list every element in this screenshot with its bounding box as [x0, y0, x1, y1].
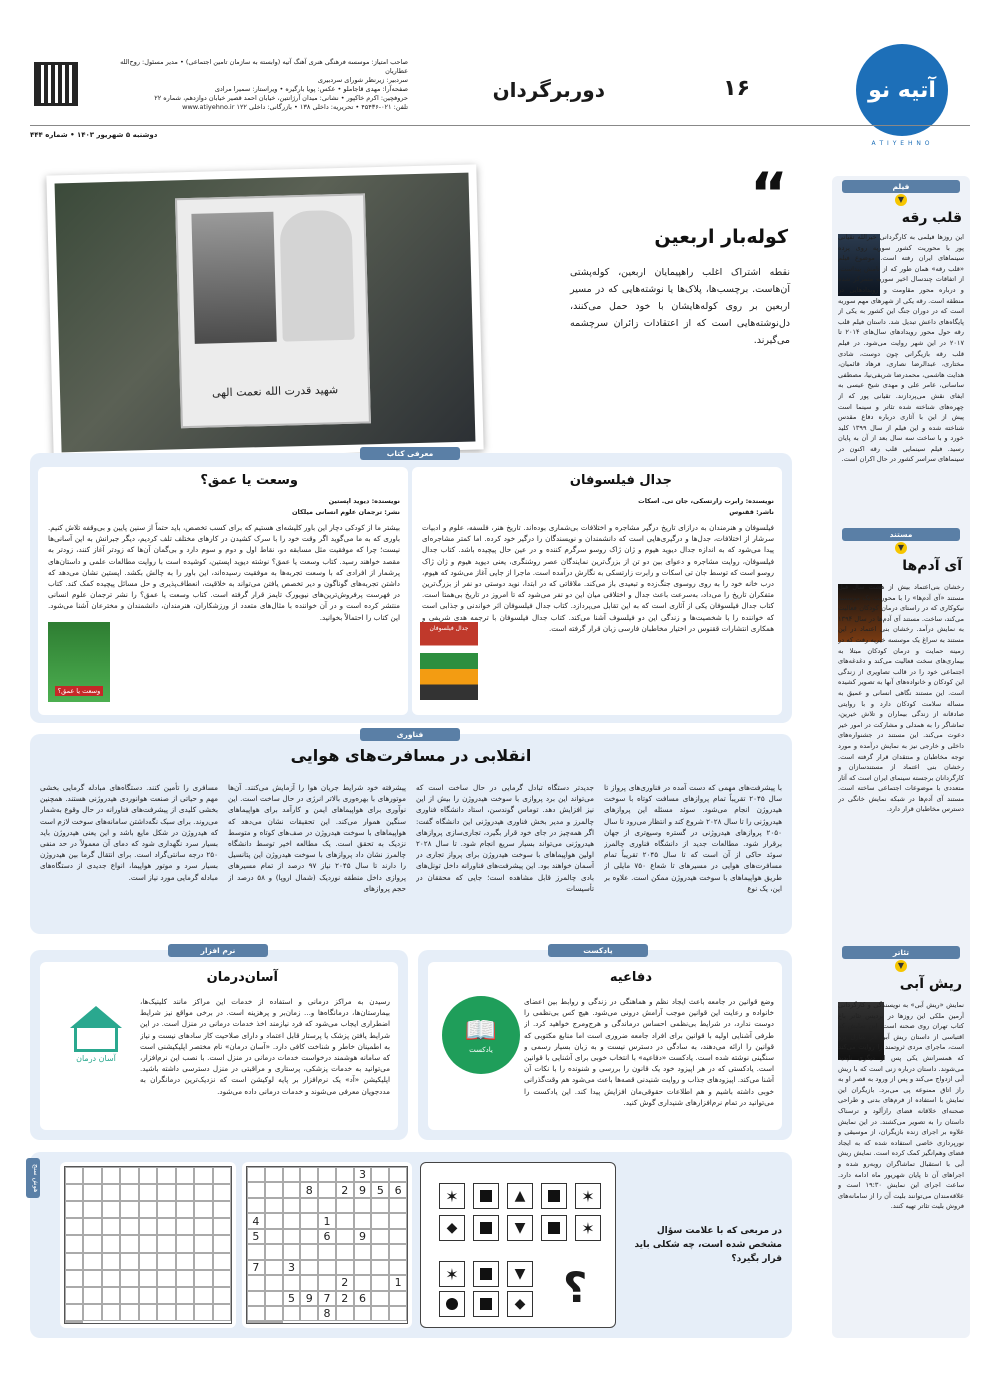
- sudoku-cell[interactable]: [389, 1291, 407, 1306]
- sudoku-cell[interactable]: 6: [389, 1182, 407, 1197]
- podcast-card: [428, 962, 782, 1130]
- sudoku-cell[interactable]: [157, 1287, 175, 1304]
- book1-title: جدال فیلسوفان: [569, 473, 672, 488]
- shape-cell[interactable]: [473, 1183, 499, 1209]
- sudoku-cell[interactable]: 9: [300, 1291, 318, 1306]
- shape-cell[interactable]: [507, 1261, 533, 1287]
- sudoku-cell[interactable]: [371, 1260, 389, 1275]
- sudoku-cell[interactable]: [176, 1304, 194, 1321]
- sudoku-cell[interactable]: [65, 1167, 83, 1184]
- doc-tag: مستند: [842, 528, 960, 541]
- arrow-down-icon: ▼: [895, 194, 907, 206]
- feature-body: نقطه اشتراک اغلب راهپیمایان اربعین، کوله‌پشتی آن‌هاست. برچسب‌ها، پلاک‌ها یا نوشته‌هایی که در مسیر اربعین بر روی کوله‌هایشان با خود حمل می‌کنند، دل‌نوشته‌هایی است که از اعتقادات زائران سرچشمه می‌گیرند.: [570, 267, 790, 346]
- sudoku-cell[interactable]: [300, 1229, 318, 1244]
- sudoku-cell[interactable]: [176, 1270, 194, 1287]
- sudoku-cell[interactable]: [65, 1287, 83, 1304]
- sudoku-cell[interactable]: [157, 1201, 175, 1218]
- sudoku-cell[interactable]: [371, 1198, 389, 1213]
- podcast-title: دفاعیه: [609, 970, 652, 985]
- page-number: ۱۶: [723, 76, 750, 101]
- sudoku-cell[interactable]: [318, 1244, 336, 1259]
- book1-cover-title: جدال فیلسوفان: [429, 625, 469, 632]
- arrow-down-icon: ▼: [514, 1266, 526, 1282]
- sudoku-cell[interactable]: 6: [318, 1229, 336, 1244]
- books-tag: معرفی کتاب: [360, 447, 460, 460]
- backpack-card: [175, 193, 371, 428]
- sudoku-cell[interactable]: 9: [354, 1182, 372, 1197]
- sudoku-cell[interactable]: [354, 1198, 372, 1213]
- sudoku-cell[interactable]: [120, 1167, 138, 1184]
- book2-author: نویسنده: دیوید اپستین: [328, 497, 400, 505]
- book2-cover-title: وسعت یا عمق؟: [55, 686, 104, 696]
- star-icon: ✶: [581, 1218, 595, 1238]
- sudoku-cell[interactable]: 5: [371, 1182, 389, 1197]
- sudoku-cell[interactable]: [389, 1260, 407, 1275]
- sudoku-cell[interactable]: [265, 1244, 283, 1259]
- sudoku-cell[interactable]: [120, 1253, 138, 1270]
- theater-body: نمایش «ریش آبی» به نویسندگی و کارگردانی آرمین ملکی این روزها در پردیس تئاتر باغ کتاب تهران روی صحنه است. این نمایش که اقتباسی از داستان ریش آبی اثر شارل پرو است، ماجرای مردی ثروتمند را روایت می‌کند که همسرانش یکی پس از دیگری ناپدید می‌شوند. داستان درباره زنی است که با ریش آبی ازدواج می‌کند و پس از ورود به قصر او به راز اتاق ممنوعه پی می‌برد. بازیگران این نمایش با استفاده از فرم‌های بدنی و طراحی صحنه‌ای خلاقانه فضای رازآلود و ترسناک داستان را به تصویر می‌کشند. در این نمایش علاوه بر اجرای زنده بازیگران، از موسیقی و نورپردازی خاصی استفاده شده که به ایجاد فضای وهم‌انگیز کمک کرده است. نمایش ریش آبی با استقبال تماشاگران روبه‌رو شده و اجراهای آن تا پایان شهریور ماه ادامه دارد. ساعت اجرای این نمایش ۱۹:۳۰ است و علاقه‌مندان می‌توانند بلیت آن را از سامانه‌های فروش بلیت تئاتر تهیه کنند.: [838, 1001, 964, 1211]
- sudoku-cell[interactable]: [139, 1235, 157, 1252]
- tech-tag: فناوری: [360, 728, 460, 741]
- logo-text: آتیه نو: [868, 77, 936, 103]
- sudoku-grid-2: [64, 1166, 232, 1324]
- sudoku-cell[interactable]: [83, 1287, 101, 1304]
- book2-body: بیشتر ما از کودکی دچار این باور کلیشه‌ای هستیم که برای کسب تخصص، باید حتماً از سنین پایین و بی‌وقفه تلاش کنیم. باوری که به ما می‌گوید اگر وقت خود را با سرک کشیدن در کارهای مختلف تلف کردیم، دیگر جبرانش به این آسانی‌ها نیست؛ چرا که موفقیت مثل مسابقه دو، نقاط اول و دوم و سوم دارد و بی‌گمان آن‌ها که زودتر آغاز کنند، زودتر به مقصد خواهند رسید. کتاب وسعت یا عمق؟ نوشته دیوید اپستین، کوشیده است با روایت مطالعات علمی و داستان‌های پرشمار از افرادی که با وسعت تجربه‌ها به موفقیت رسیده‌اند، این باور را به چالش بکشد. اپستین نشان می‌دهد که داشتن تجربه‌های گوناگون و دیر تخصص یافتن می‌تواند به خلاقیت، انعطاف‌پذیری و حل مسائل پیچیده کمک کند. کتاب در فهرست پرفروش‌ترین‌های نیویورک تایمز قرار گرفته است. کتاب وسعت یا عمق؟ را نشر ترجمان علوم انسانی منتشر کرده است و در آن خواننده با مثال‌های متعدد از ورزشکاران، هنرمندان، دانشمندان و مخترعان آشنا می‌شود. این کتاب را احتمالاً بخوانید.: [48, 523, 400, 622]
- book1-body: فیلسوفان و هنرمندان به دراز‌ای تاریخ درگیر مشاجره و اختلافات بی‌شماری بوده‌اند. تاریخ هنر، فلسفه، علوم و ادبیات سرشار از اختلافات، جدل‌ها و درگیری‌هایی است که دانشمندان و نویسندگان را درگیر خود کرده. اما کمتر مشاجره‌ای پیدا می‌شود که به اندازه جدال دیوید هیوم و ژان ژاک روسو سرگرم کننده و در عین حال پیچیده باشد. کتاب جدال فیلسوفان، روایت مشاجره و دعوای بین دو تن از بزرگ‌ترین نمایندگان عصر روشنگری، یعنی دیوید هیوم و ژان ژاک روسو است که توسط جان تی اسکات و رابرت زارتسکی به نگارش درآمده است. ماجرا از جایی آغاز می‌شود که هیوم، درب خانه خود را به روی روسوی جنگ‌زده و تبعیدی باز می‌کند. ملاقاتی که در ابتدا، نوید دوستی دو نفر از بزرگ‌ترین متفکران تاریخ را می‌داد، به‌سرعت باعث جدال و اختلافی میان این دو نفر می‌شود که تا امروز در تاریخ بی‌همتا است. کتاب جدال فیلسوفان یکی از آثاری است که به این تقابل می‌پردازد. کتاب جدال فیلسوفان اثر خواندنی و جذابی است که خواننده را با شخصیت‌ها و زندگی این دو فیلسوف آشنا می‌کند. کتاب جدال فیلسوفان با ترجمه هدی شریفی و همکاری انتشارات ققنوس در اختیار مخاطبان فارسی زبان قرار گرفته است.: [422, 523, 774, 633]
- sudoku-cell[interactable]: [139, 1270, 157, 1287]
- sudoku-cell[interactable]: [354, 1275, 372, 1290]
- shape-cell[interactable]: [507, 1215, 533, 1241]
- sudoku-cell[interactable]: [194, 1270, 212, 1287]
- sudoku-cell[interactable]: [300, 1260, 318, 1275]
- sudoku-cell[interactable]: [83, 1184, 101, 1201]
- sudoku-cell[interactable]: [300, 1213, 318, 1228]
- shape-cell[interactable]: [541, 1215, 567, 1241]
- sudoku-cell[interactable]: [83, 1218, 101, 1235]
- square-icon: [480, 1190, 492, 1202]
- star-icon: ✶: [581, 1186, 595, 1206]
- sudoku-cell[interactable]: 8: [300, 1182, 318, 1197]
- sudoku-cell[interactable]: [318, 1198, 336, 1213]
- shape-cell[interactable]: [575, 1215, 601, 1241]
- sudoku-cell[interactable]: [371, 1229, 389, 1244]
- sudoku-cell[interactable]: [176, 1253, 194, 1270]
- tech-col-4: مسافری را تأمین کنند. دستگاه‌های مبادله گرمایی بخشی مهم و حیاتی از صنعت هوانوردی هیدروژنی هستند. همچنین بخشی کلیدی از پیشرفت‌های فناورانه در حال وقوع به‌شمار می‌روند. برای سبک نگه‌داشتن سامانه‌های سوخت لازم است که هیدروژن در شکل مایع باشد و این یعنی هیدروژن باید بسیار سرد نگهداری شود که دمای آن معمولاً در حد منفی ۲۵۰ درجه سانتی‌گراد است. برای انتقال گرما بین هیدروژن بسیار سرد و موتور هواپیما، انواع جدیدی از دستگاه‌های مبادله گرمایی مورد نیاز است.: [40, 783, 218, 882]
- sudoku-cell[interactable]: [65, 1184, 83, 1201]
- sudoku-cell[interactable]: [120, 1218, 138, 1235]
- sudoku-cell[interactable]: [102, 1218, 120, 1235]
- masthead-line: تلفن: ۰۲۱-۴۵۴۳۶ • تحریریه: داخلی ۱۳۸ • بازرگانی: داخلی ۱۲۲ www.atiyehno.ir: [182, 103, 408, 111]
- sudoku-cell[interactable]: [247, 1198, 265, 1213]
- photo-background: [55, 173, 476, 453]
- sudoku-cell[interactable]: [83, 1304, 101, 1321]
- shape-cell[interactable]: [439, 1291, 465, 1317]
- sudoku-cell[interactable]: [283, 1213, 301, 1228]
- sudoku-cell[interactable]: [213, 1235, 231, 1252]
- sudoku-cell[interactable]: [354, 1213, 372, 1228]
- sudoku-cell[interactable]: [247, 1182, 265, 1197]
- circle-icon: [446, 1298, 458, 1310]
- sudoku-cell[interactable]: [247, 1275, 265, 1290]
- iq-question: در مربعی که با علامت سؤال مشخص شده است، چه شکلی باید قرار بگیرد؟: [634, 1226, 782, 1264]
- sudoku-cell[interactable]: [389, 1306, 407, 1321]
- sudoku-cell[interactable]: [265, 1306, 283, 1321]
- sudoku-cell[interactable]: [102, 1235, 120, 1252]
- sudoku-cell[interactable]: [102, 1253, 120, 1270]
- sudoku-cell[interactable]: [176, 1287, 194, 1304]
- app-body: رسیدن به مراکز درمانی و استفاده از خدمات این مراکز مانند کلینیک‌ها، بیمارستان‌ها، درمانگاه‌ها و... زمان‌بر و پرهزینه است. در برخی مواقع نیز شرایط اضطراری ایجاب می‌شود که فرد نیازمند اخذ خدمات درمانی در منزل است. در این شرایط یافتن پزشک یا پرستار قابل اعتماد و دارای صلاحیت کار سادهای نیست و نیاز به اطمینان خاطر و شناخت کافی دارد. «آسان درمان» نام مختصر اپلیکیشنی است که سامانه هوشمند درخواست خدمات درمانی در منزل است. با نصب این نرم‌افزار، می‌توانید به خدمات پزشکی، پرستاری و مراقبتی در منزل دسترسی داشته باشید. اپلیکیشن «آد» یک نرم‌افزار بر پایه لوکیشن است که نزدیک‌ترین درمانگران به مددجویان معرفی می‌شوند و خدمات درمانی داده می‌شود.: [140, 997, 390, 1096]
- sudoku-cell[interactable]: [265, 1291, 283, 1306]
- sudoku-cell[interactable]: [120, 1184, 138, 1201]
- film-title: قلب رقه: [901, 210, 962, 226]
- book2-card: [38, 467, 408, 715]
- film-tag: فیلم: [842, 180, 960, 193]
- sudoku-cell[interactable]: 2: [336, 1275, 354, 1290]
- sudoku-cell[interactable]: [283, 1182, 301, 1197]
- sudoku-cell[interactable]: [102, 1201, 120, 1218]
- podcast-icon-label: یادکست: [469, 1046, 493, 1054]
- sudoku-cell[interactable]: 3: [354, 1167, 372, 1182]
- book2-title: وسعت یا عمق؟: [200, 473, 298, 488]
- shape-cell[interactable]: [507, 1183, 533, 1209]
- sudoku-cell[interactable]: [139, 1304, 157, 1321]
- sudoku-cell[interactable]: [157, 1167, 175, 1184]
- grave-stone: [279, 210, 354, 342]
- sudoku-cell[interactable]: [389, 1198, 407, 1213]
- sudoku-cell[interactable]: 4: [247, 1213, 265, 1228]
- sidebar: [832, 176, 970, 1338]
- sudoku-cell[interactable]: [283, 1229, 301, 1244]
- shape-cell[interactable]: [439, 1261, 465, 1287]
- sudoku-cell[interactable]: [247, 1291, 265, 1306]
- podcast-tag: یادکست: [548, 944, 648, 957]
- sudoku-cell[interactable]: [213, 1287, 231, 1304]
- sudoku-cell[interactable]: [139, 1287, 157, 1304]
- app-logo-label: آسان درمان: [76, 1053, 116, 1063]
- sudoku-cell[interactable]: [176, 1167, 194, 1184]
- sudoku-cell[interactable]: [318, 1260, 336, 1275]
- sudoku-cell[interactable]: [247, 1321, 265, 1323]
- diamond-icon: ◆: [446, 1220, 458, 1236]
- square-icon: [480, 1268, 492, 1280]
- sudoku-cell[interactable]: 7: [318, 1291, 336, 1306]
- sudoku-cell[interactable]: [83, 1253, 101, 1270]
- sudoku-cell[interactable]: [120, 1235, 138, 1252]
- sudoku-cell[interactable]: [213, 1270, 231, 1287]
- book2-cover: [48, 622, 110, 702]
- shape-cell[interactable]: [541, 1183, 567, 1209]
- sudoku-cell[interactable]: [83, 1235, 101, 1252]
- sudoku-cell[interactable]: [65, 1270, 83, 1287]
- sudoku-cell[interactable]: [65, 1201, 83, 1218]
- sudoku-cell[interactable]: [247, 1306, 265, 1321]
- sudoku-cell[interactable]: [176, 1218, 194, 1235]
- sudoku-cell[interactable]: [139, 1167, 157, 1184]
- sudoku-cell[interactable]: [139, 1201, 157, 1218]
- shape-cell[interactable]: [473, 1291, 499, 1317]
- sudoku-cell[interactable]: [283, 1167, 301, 1182]
- sudoku-cell[interactable]: [194, 1304, 212, 1321]
- header-rule: [30, 125, 970, 126]
- sudoku-cell[interactable]: [371, 1213, 389, 1228]
- sudoku-cell[interactable]: [194, 1184, 212, 1201]
- tech-box: [30, 730, 792, 934]
- sudoku-cell[interactable]: [139, 1184, 157, 1201]
- martyr-photo: [191, 212, 276, 344]
- sudoku-cell[interactable]: [83, 1167, 101, 1184]
- sudoku-cell[interactable]: [213, 1218, 231, 1235]
- theater-title: ریش آبی: [899, 976, 962, 992]
- sudoku-cell[interactable]: 2: [336, 1182, 354, 1197]
- podcast-body: وضع قوانین در جامعه باعث ایجاد نظم و هماهنگی در زندگی و روابط بین اعضای خانواده و رعایت این قوانین موجب آرامش درونی می‌شود. هیچ کس بی‌نظمی را دوست ندارد، در شرایط بی‌نظمی احساس درماندگی و هرج‌ومرج خواهید کرد. از طرفی آشنایی اولیه با قوانین برای افراد جامعه ضروری است اما منابع مکتوبی که قوانین را ارائه می‌دهند، به سادگی در دسترس نیست و به زبان بسیار رسمی و سنگینی نوشته شده است. یادکست «دفاعیه» با انتخاب خوبی برای آشنایی با قوانین است. یادکستی که در هر اپیزود خود یک قانون را بررسی و شنونده را با نکات آن آشنا می‌کند. اپیزودهای جذاب و روایت شنیدنی قصه‌ها باعث می‌شود هم وقت‌گذرانی خوبی داشته باشیم و هم اطلاعات حقوقی‌مان افزایش پیدا کند. این یادکست را می‌توانید در تمام نرم‌افزارهای شنیداری گوش کنید.: [524, 997, 774, 1107]
- doc-body: رخشان بنی‌اعتماد بیش از هشت سال قبل مستند «آی آدم‌ها» را با محوریت یک موسسه نیکوکاری که در راستای درمان کودکان فعالیت می‌کند، ساخت. مستند آی آدم‌ها در سال ۱۳۹۴ به نمایش درآمد. رخشان بنی اعتماد در این مستند به سراغ یک موسسه خیریه رفت که در زمینه حمایت و درمان کودکان مبتلا به بیماری‌های سخت فعالیت می‌کند و دغدغه‌های اجتماعی خود را در قالب تصاویری از زندگی این کودکان و خانواده‌های آنها به تصویر کشیده است. این مستند نگاهی انسانی و عمیق به مساله سلامت کودکان دارد و با روایتی صادقانه از زندگی بیماران و تلاش خیرین، تماشاگر را به همدلی و مشارکت در امور خیر دعوت می‌کند. این مستند در جشنواره‌های داخلی و خارجی نیز به نمایش درآمده و مورد توجه مخاطبان و منتقدان قرار گرفته است. رخشان بنی اعتماد از مستندسازان و کارگردانان برجسته سینمای ایران است که آثار متعددی با موضوعات اجتماعی ساخته است. مستند آی آدم‌ها در شبکه نمایش خانگی در دسترس مخاطبان قرار دارد.: [838, 583, 964, 814]
- quote-mark: “: [749, 160, 788, 228]
- sudoku-cell[interactable]: [354, 1244, 372, 1259]
- theater-tag: تئاتر: [842, 946, 960, 959]
- shape-cell[interactable]: [575, 1183, 601, 1209]
- sudoku-cell[interactable]: [176, 1184, 194, 1201]
- sudoku-cell[interactable]: [300, 1275, 318, 1290]
- sudoku-cell[interactable]: [102, 1270, 120, 1287]
- sudoku-cell[interactable]: [371, 1306, 389, 1321]
- sudoku-cell[interactable]: [157, 1218, 175, 1235]
- sudoku-cell[interactable]: [300, 1167, 318, 1182]
- sudoku-cell[interactable]: 3: [283, 1260, 301, 1275]
- sudoku-cell[interactable]: [265, 1198, 283, 1213]
- sudoku-cell[interactable]: [213, 1167, 231, 1184]
- sudoku-cell[interactable]: 5: [283, 1291, 301, 1306]
- triangle-icon: ▲: [514, 1188, 526, 1204]
- app-card: [40, 962, 398, 1130]
- square-icon: [548, 1190, 560, 1202]
- sudoku-cell[interactable]: [213, 1201, 231, 1218]
- sudoku-cell[interactable]: [354, 1306, 372, 1321]
- sudoku-cell[interactable]: [213, 1253, 231, 1270]
- shape-cell[interactable]: [507, 1291, 533, 1317]
- sudoku-cell[interactable]: [336, 1229, 354, 1244]
- sudoku-cell[interactable]: [120, 1287, 138, 1304]
- diamond-icon: ◆: [514, 1296, 526, 1312]
- sudoku-cell[interactable]: [371, 1244, 389, 1259]
- masthead-line: سردبیر: زیرنظر شورای سردبیری: [317, 76, 408, 84]
- arrow-down-icon: ▼: [514, 1220, 526, 1236]
- sudoku-cell[interactable]: [300, 1244, 318, 1259]
- sudoku-cell[interactable]: [336, 1167, 354, 1182]
- sudoku-cell[interactable]: [389, 1167, 407, 1182]
- sudoku-cell[interactable]: [336, 1260, 354, 1275]
- sudoku-cell[interactable]: [336, 1198, 354, 1213]
- sudoku-cell[interactable]: [157, 1304, 175, 1321]
- sudoku-cell[interactable]: [318, 1167, 336, 1182]
- sudoku-cell[interactable]: [157, 1270, 175, 1287]
- square-icon: [548, 1222, 560, 1234]
- shape-cell[interactable]: [473, 1215, 499, 1241]
- sudoku-cell[interactable]: [265, 1167, 283, 1182]
- sudoku-cell[interactable]: [213, 1304, 231, 1321]
- shape-cell[interactable]: [473, 1261, 499, 1287]
- sudoku-cell[interactable]: [194, 1218, 212, 1235]
- book-icon: 📖: [464, 1016, 498, 1046]
- sudoku-cell[interactable]: 1: [389, 1275, 407, 1290]
- masthead-line: حروفچین: اکرم خاکپور • نشانی: میدان آرژانتین، خیابان احمد قصیر خیابان دوازدهم، شماره ۲۲: [154, 94, 408, 102]
- qr-code[interactable]: [34, 62, 78, 106]
- sudoku-cell[interactable]: [300, 1306, 318, 1321]
- sudoku-cell[interactable]: [283, 1198, 301, 1213]
- masthead: [118, 58, 408, 112]
- sudoku-cell[interactable]: [371, 1291, 389, 1306]
- logo: [856, 44, 948, 136]
- sudoku-cell[interactable]: [194, 1253, 212, 1270]
- sudoku-cell[interactable]: [389, 1244, 407, 1259]
- sudoku-cell[interactable]: [120, 1304, 138, 1321]
- podcast-icon: [442, 996, 520, 1074]
- sudoku-cell[interactable]: [65, 1218, 83, 1235]
- logo-latin: A T I Y E H N O: [871, 140, 931, 147]
- sudoku-cell[interactable]: [283, 1306, 301, 1321]
- sudoku-cell[interactable]: [336, 1244, 354, 1259]
- sudoku-cell[interactable]: [265, 1260, 283, 1275]
- photo-caption: شهید قدرت الله نعمت الهی: [211, 383, 339, 400]
- sudoku-cell[interactable]: [65, 1321, 83, 1323]
- shape-puzzle: [420, 1162, 616, 1328]
- sudoku-cell[interactable]: [300, 1198, 318, 1213]
- section-title: دوربرگردان: [492, 78, 605, 102]
- books-box: [30, 449, 792, 723]
- sudoku-cell[interactable]: [371, 1275, 389, 1290]
- sudoku-cell[interactable]: [194, 1287, 212, 1304]
- sudoku-cell[interactable]: [176, 1201, 194, 1218]
- puzzle-box: [30, 1152, 792, 1338]
- sudoku-cell[interactable]: 9: [354, 1229, 372, 1244]
- sudoku-cell[interactable]: [194, 1201, 212, 1218]
- shape-cell[interactable]: [439, 1215, 465, 1241]
- square-icon: [480, 1222, 492, 1234]
- podcast-box: [418, 946, 792, 1140]
- sudoku-cell[interactable]: 6: [354, 1291, 372, 1306]
- sudoku-1-card: [242, 1162, 412, 1328]
- shape-cell[interactable]: [439, 1183, 465, 1209]
- sudoku-cell[interactable]: [265, 1321, 283, 1323]
- feature-photo: [46, 164, 483, 460]
- sudoku-cell[interactable]: [194, 1235, 212, 1252]
- sudoku-cell[interactable]: [139, 1253, 157, 1270]
- sudoku-cell[interactable]: [102, 1184, 120, 1201]
- sudoku-cell[interactable]: [336, 1213, 354, 1228]
- sudoku-cell[interactable]: [283, 1275, 301, 1290]
- tech-col-1: با پیشرفت‌های مهمی که دست آمده در فناوری‌های پرواز تا سال ۲۰۴۵ تقریباً تمام پروازهای مسافت کوتاه با سوخت هیدروژن انجام می‌شود. سوئد مسئله این پروازهای هیدروژنی را تا سال ۲۰۲۸ شروع کند و انتظار می‌رود تا سال ۲۰۵۰ پروازهای هیدروژنی در گستره وسیع‌تری از جهان برقرار شود. مطالعات جدید از دانشگاه فناوری چالمرز سوئد حاکی از آن است که تا سال ۲۰۴۵ تقریباً تمام مسافرت‌های هوایی در مسیرهای تا شعاع ۷۵۰ مایلی از طریق هواپیماهای با سوخت هیدروژن ممکن است. علاوه بر این، یک نوع: [604, 783, 782, 893]
- sudoku-cell[interactable]: [213, 1184, 231, 1201]
- sudoku-cell[interactable]: [354, 1260, 372, 1275]
- app-tag: نرم افزار: [168, 944, 268, 957]
- iq-tag: هوش سنج: [26, 1158, 40, 1198]
- tech-col-2: جدیدتر دستگاه تبادل گرمایی در حال ساخت است که می‌تواند این برد پروازی با سوخت هیدروژن را بیش از این نیز افزایش دهد. توماس گوندسن، استاد دانشگاه فناوری چالمرز و مدیر بخش فناوری هیدروژنی این دانشگاه گفت: اگر همه‌چیز در جای خود قرار بگیرد، تجاری‌سازی پروازهای هیدروژنی می‌تواند بسیار سریع انجام شود. تا سال ۲۰۲۸ اولین هواپیماهای با سوخت هیدروژن برای پرواز تجاری در آسمان خواهند بود. این پیشرفت‌های فناورانه داخل تونل‌های بادی چالمرز قابل مشاهده است؛ جایی که محققان در تأسیسات: [416, 783, 594, 893]
- book1-cover: [420, 622, 478, 700]
- sudoku-cell[interactable]: [157, 1253, 175, 1270]
- masthead-line: صفحه‌آرا: مهدی قاجاملو • عکس: پویا بارگیره • ویراستار: سمیرا مرادی: [214, 85, 408, 93]
- sudoku-cell[interactable]: 7: [247, 1260, 265, 1275]
- sudoku-cell[interactable]: 2: [336, 1291, 354, 1306]
- film-body: این روزها فیلمی به کارگردانی خیرالله تقیانی پور با محوریت کشور سوریه روی پرده سینماهای ایران رفته است. موضوع فیلم «قلب رقه» همان طور که از نامش پیداست، از اتفاقات چندسال اخیر سوریه متمرکز شده و درباره محور مقاومت و رویدادهایی در منطقه است. رقه یکی از شهرهای مهم سوریه است که در دوران جنگ این کشور به یکی از پایگاه‌های داعش تبدیل شد. داستان فیلم قلب رقه حول محور رویدادهای سال‌های ۲۰۱۴ تا ۲۰۱۷ در این شهر روایت می‌شود. در فیلم قلب رقه بازیگرانی چون دوست، شادی مختاری، عبدالرضا نصاری، فرهاد قائمیان، هدایت هاشمی، محمدرضا شریفی‌نیا، مصطفی ساسانی، عامر علی و مهدی شیخ عیسی به ایفای نقش می‌پردازند. تقیانی پور که از چهره‌های شناخته شده تئاتر و سینما است پیش از این با آثاری درباره دفاع مقدس شناخته شده و این فیلم از سال ۱۳۹۹ کلید خورد و با ساخت سه سال بعد از آن به پایان رسید. فیلم سینمایی قلب رقه اکنون در سینماهای سراسر کشور در حال اکران است.: [838, 233, 964, 464]
- sudoku-cell[interactable]: [83, 1270, 101, 1287]
- sudoku-cell[interactable]: [265, 1182, 283, 1197]
- sudoku-cell[interactable]: [371, 1167, 389, 1182]
- sudoku-cell[interactable]: [194, 1167, 212, 1184]
- sudoku-cell[interactable]: 8: [318, 1306, 336, 1321]
- sudoku-cell[interactable]: 5: [247, 1229, 265, 1244]
- sudoku-cell[interactable]: [102, 1304, 120, 1321]
- star-icon: ✶: [445, 1186, 459, 1206]
- book1-card: [412, 467, 782, 715]
- sudoku-cell[interactable]: [265, 1275, 283, 1290]
- sudoku-cell[interactable]: [65, 1235, 83, 1252]
- arrow-down-icon: ▼: [895, 542, 907, 554]
- star-icon: ✶: [445, 1264, 459, 1284]
- sudoku-cell[interactable]: [157, 1235, 175, 1252]
- feature-title: کوله‌بار اربعین: [654, 226, 788, 248]
- house-body: [74, 1028, 118, 1052]
- masthead-line: صاحب امتیاز: موسسه فرهنگی هنری آهنگ آتیه (وابسته به سازمان تامین اجتماعی) • مدیر مسئول: روح‌الله عطاریان: [120, 58, 408, 75]
- sudoku-cell[interactable]: [389, 1213, 407, 1228]
- book1-publisher: ناشر: ققنوس: [729, 508, 774, 516]
- sudoku-cell[interactable]: 1: [318, 1213, 336, 1228]
- book2-translator: نشر: ترجمان علوم انسانی میلکان: [291, 508, 400, 516]
- sudoku-cell[interactable]: [157, 1184, 175, 1201]
- book1-author: نویسنده: رابرت زارتسکی، جان تی. اسکات: [638, 497, 774, 505]
- sudoku-cell[interactable]: [102, 1167, 120, 1184]
- sudoku-cell[interactable]: [120, 1270, 138, 1287]
- date-line: دوشنبه ۵ شهریور ۱۴۰۳ • شماره ۴۴۴: [30, 131, 158, 139]
- sudoku-cell[interactable]: [389, 1229, 407, 1244]
- sudoku-cell[interactable]: [65, 1253, 83, 1270]
- sudoku-cell[interactable]: [247, 1167, 265, 1182]
- app-title: آسان‌درمان: [206, 970, 278, 985]
- square-icon: [480, 1298, 492, 1310]
- sudoku-cell[interactable]: [318, 1275, 336, 1290]
- sudoku-cell[interactable]: [83, 1201, 101, 1218]
- sudoku-cell[interactable]: [176, 1235, 194, 1252]
- doc-title: آی آدم‌ها: [902, 558, 962, 574]
- question-mark: ؟: [563, 1263, 588, 1312]
- tech-title: انقلابی در مسافرت‌های هوایی: [290, 746, 532, 765]
- sudoku-cell[interactable]: [283, 1244, 301, 1259]
- sudoku-grid-1: [246, 1166, 408, 1324]
- sudoku-cell[interactable]: [265, 1213, 283, 1228]
- app-box: [30, 946, 408, 1140]
- sudoku-cell[interactable]: [265, 1229, 283, 1244]
- app-logo: [60, 998, 132, 1070]
- arrow-down-icon: ▼: [895, 960, 907, 972]
- sudoku-cell[interactable]: [102, 1287, 120, 1304]
- sudoku-cell[interactable]: [318, 1182, 336, 1197]
- sudoku-cell[interactable]: [247, 1244, 265, 1259]
- sudoku-cell[interactable]: [120, 1201, 138, 1218]
- sudoku-cell[interactable]: [139, 1218, 157, 1235]
- house-icon: [70, 1006, 122, 1028]
- sudoku-2-card: [60, 1162, 236, 1328]
- sudoku-cell[interactable]: [336, 1306, 354, 1321]
- tech-col-3: پیشرفته خود شرایط جریان هوا را آزمایش می‌کنند. آن‌ها موتورهای با بهره‌وری بالاتر انرژی در حال ساخت است. این نوآوری برای هواپیماهای ایمن و کارآمد برای هواپیماهای سنگین هموار می‌کند. این تحقیقات نشان می‌دهد که هواپیماهای با سوخت هیدروژن در صف‌های کوتاه و متوسط نزدیک به تحقق است. یک مطالعه اخیر توسط دانشگاه چالمرز نشان داد پروازهای با سوخت هیدروژن این پتانسیل را دارند تا سال ۲۰۴۵ نیاز ۹۷ درصد از تمام مسیرهای پروازی داخل منطقه نوردیک (شمال اروپا) و ۵۸ درصد از حجم پروازهای: [228, 783, 406, 893]
- sudoku-cell[interactable]: [65, 1304, 83, 1321]
